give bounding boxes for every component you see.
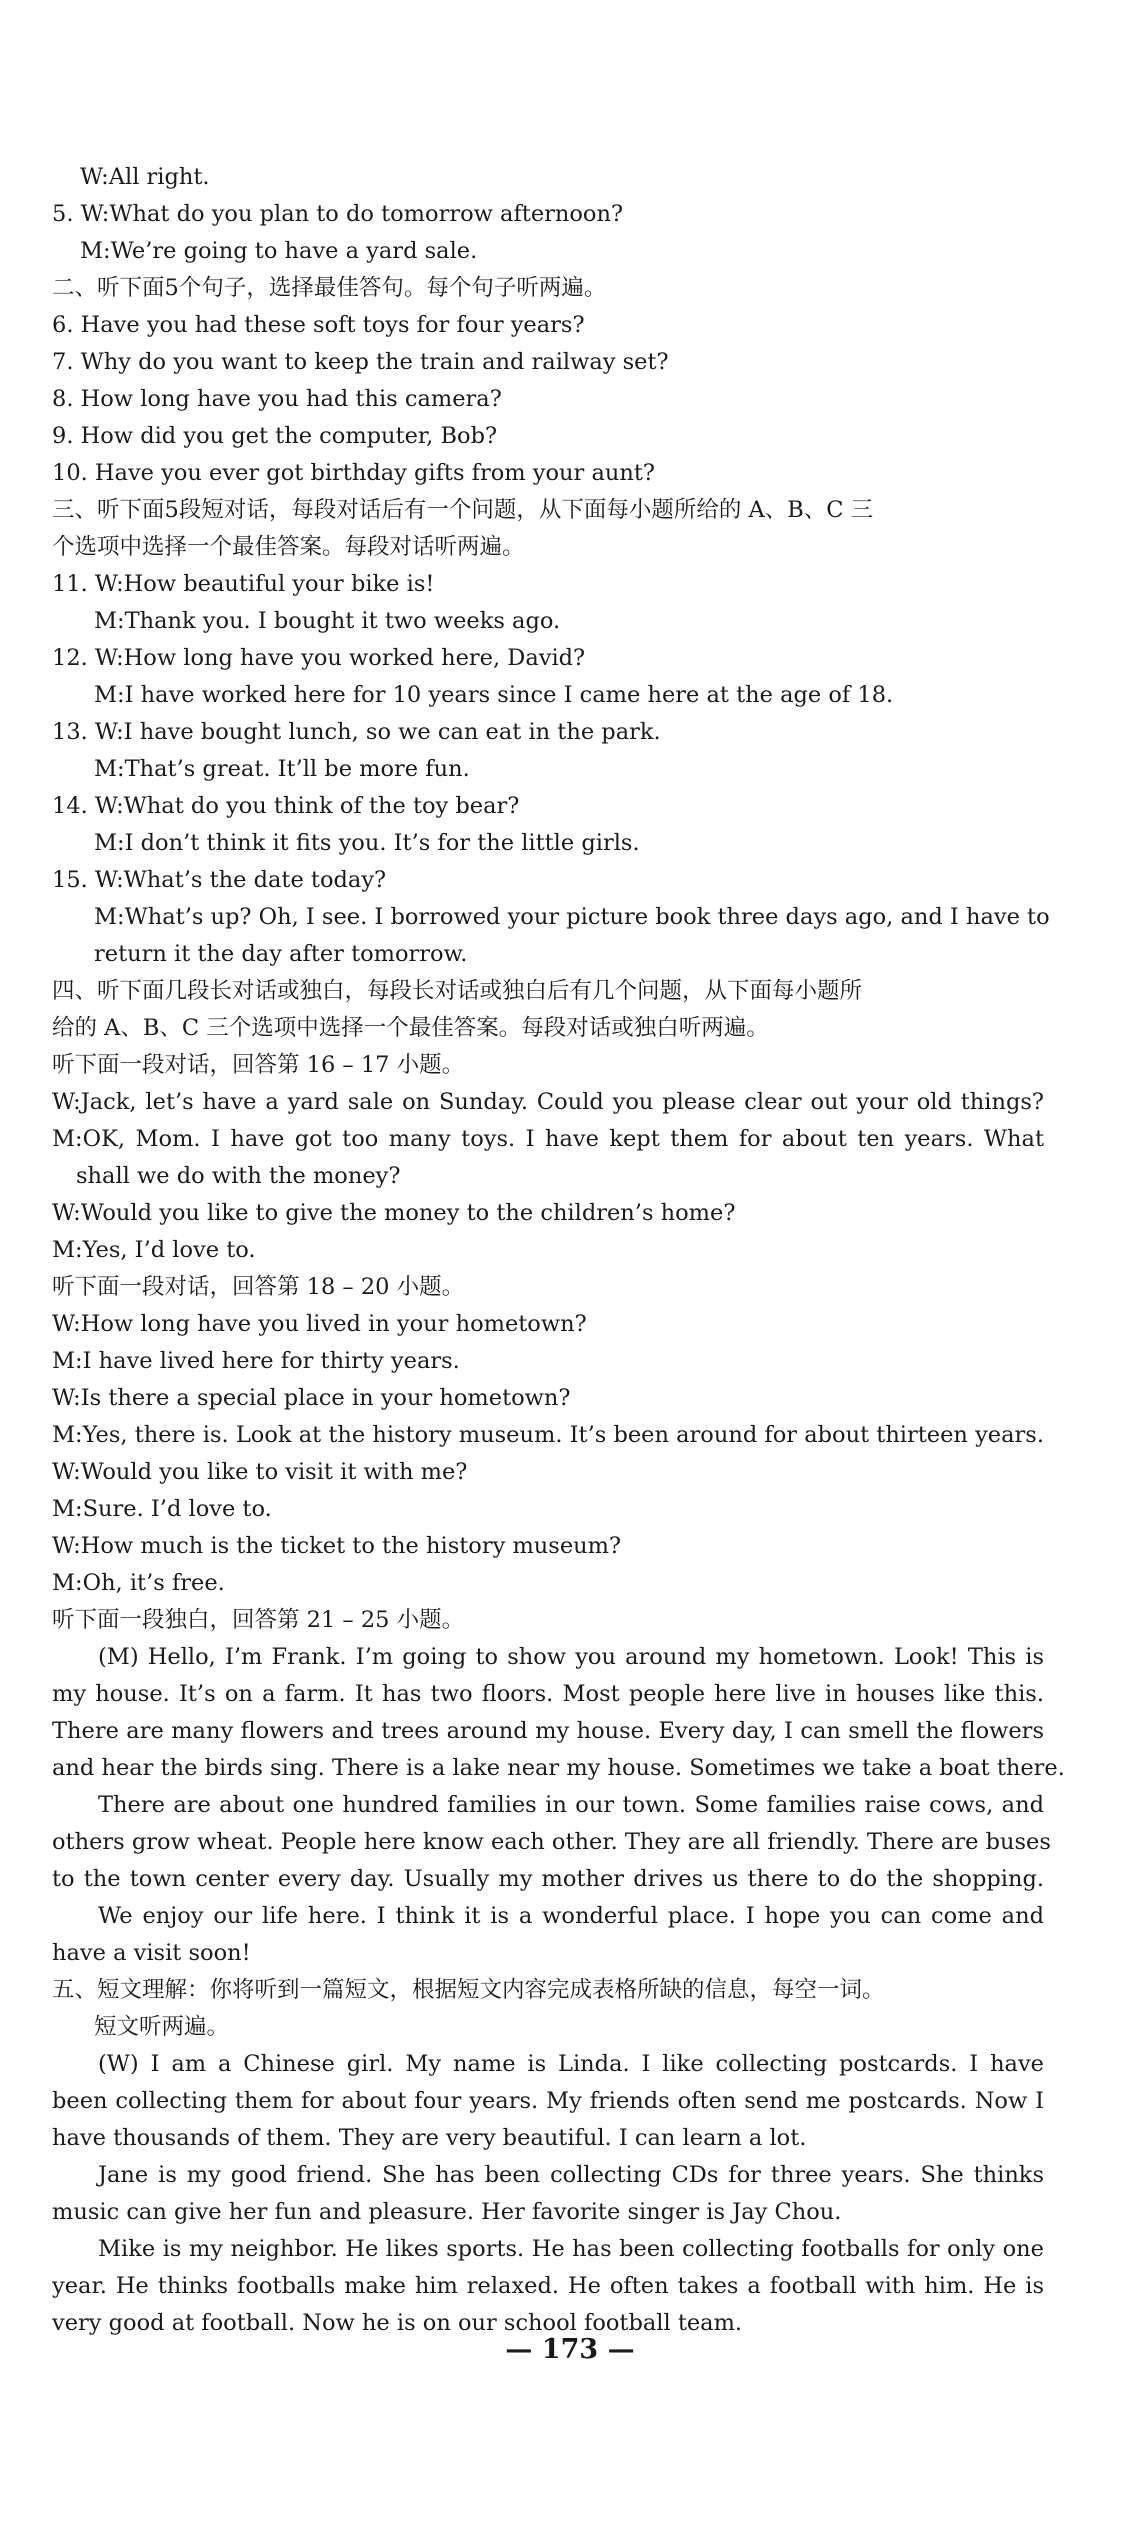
text-line: 5. W:What do you plan to do tomorrow afternoon? <box>52 201 624 227</box>
sub-heading: 听下面一段独白，回答第 21 – 25 小题。 <box>52 1607 465 1633</box>
text-line: M:What’s up? Oh, I see. I borrowed your picture book three days ago, and I have to <box>94 904 1050 930</box>
section-heading: 个选项中选择一个最佳答案。每段对话听两遍。 <box>52 534 525 560</box>
text-line: my house. It’s on a farm. It has two floors. Most people here live in houses like this. <box>52 1681 1044 1707</box>
section-heading: 短文听两遍。 <box>94 2014 230 2040</box>
text-line: There are about one hundred families in our town. Some families raise cows, and <box>98 1792 1044 1818</box>
text-line: 10. Have you ever got birthday gifts from your aunt? <box>52 460 655 486</box>
text-line: There are many flowers and trees around my house. Every day, I can smell the flowers <box>52 1718 1044 1744</box>
text-line: others grow wheat. People here know each other. They are all friendly. There are buses <box>52 1829 1051 1855</box>
text-line: We enjoy our life here. I think it is a wonderful place. I hope you can come and <box>98 1903 1044 1929</box>
text-line: 14. W:What do you think of the toy bear? <box>52 793 520 819</box>
text-line: to the town center every day. Usually my mother drives us there to do the shopping. <box>52 1866 1044 1892</box>
text-line: 12. W:How long have you worked here, David? <box>52 645 586 671</box>
text-line: M:Yes, I’d love to. <box>52 1237 256 1263</box>
text-line: M:I have lived here for thirty years. <box>52 1348 460 1374</box>
text-line: W:Would you like to visit it with me? <box>52 1459 468 1485</box>
text-line: M:Oh, it’s free. <box>52 1570 225 1596</box>
text-line: 6. Have you had these soft toys for four years? <box>52 312 585 338</box>
text-line: W:Is there a special place in your hometown? <box>52 1385 571 1411</box>
text-line: (M) Hello, I’m Frank. I’m going to show you around my hometown. Look! This is <box>98 1644 1044 1670</box>
text-line: W:How long have you lived in your hometown? <box>52 1311 587 1337</box>
section-heading: 五、短文理解：你将听到一篇短文，根据短文内容完成表格所缺的信息，每空一词。 <box>52 1977 885 2003</box>
sub-heading: 听下面一段对话，回答第 18 – 20 小题。 <box>52 1274 465 1300</box>
text-line: W:Would you like to give the money to the children’s home? <box>52 1200 736 1226</box>
section-heading: 四、听下面几段长对话或独白，每段长对话或独白后有几个问题，从下面每小题所 <box>52 978 863 1004</box>
text-line: W:All right. <box>80 164 210 190</box>
text-line: return it the day after tomorrow. <box>94 941 468 967</box>
text-line: have a visit soon! <box>52 1940 251 1966</box>
text-line: M:Thank you. I bought it two weeks ago. <box>94 608 561 634</box>
text-line: M:That’s great. It’ll be more fun. <box>94 756 470 782</box>
text-line: been collecting them for about four years. My friends often send me postcards. Now I <box>52 2088 1044 2114</box>
text-line: have thousands of them. They are very beautiful. I can learn a lot. <box>52 2125 807 2151</box>
text-line: very good at football. Now he is on our school football team. <box>52 2310 743 2336</box>
text-line: M:I don’t think it fits you. It’s for the little girls. <box>94 830 640 856</box>
text-line: Jane is my good friend. She has been collecting CDs for three years. She thinks <box>98 2162 1044 2188</box>
text-line: 11. W:How beautiful your bike is! <box>52 571 435 597</box>
text-line: year. He thinks footballs make him relaxed. He often takes a football with him. He is <box>52 2273 1044 2299</box>
text-line: M:OK, Mom. I have got too many toys. I have kept them for about ten years. What <box>52 1126 1044 1152</box>
text-line: M:I have worked here for 10 years since I came here at the age of 18. <box>94 682 894 708</box>
text-line: W:Jack, let’s have a yard sale on Sunday. Could you please clear out your old things? <box>52 1089 1044 1115</box>
section-heading: 给的 A、B、C 三个选项中选择一个最佳答案。每段对话或独白听两遍。 <box>52 1015 769 1041</box>
text-line: M:Yes, there is. Look at the history museum. It’s been around for about thirteen years. <box>52 1422 1044 1448</box>
text-line: W:How much is the ticket to the history museum? <box>52 1533 622 1559</box>
text-line: M:Sure. I’d love to. <box>52 1496 272 1522</box>
text-line: M:We’re going to have a yard sale. <box>80 238 478 264</box>
page-number: — 173 — <box>505 2334 635 2365</box>
text-line: (W) I am a Chinese girl. My name is Linda. I like collecting postcards. I have <box>98 2051 1044 2077</box>
section-heading: 三、听下面5段短对话，每段对话后有一个问题，从下面每小题所给的 A、B、C 三 <box>52 497 874 523</box>
text-line: music can give her fun and pleasure. Her favorite singer is Jay Chou. <box>52 2199 842 2225</box>
text-line: shall we do with the money? <box>76 1163 401 1189</box>
text-line: Mike is my neighbor. He likes sports. He has been collecting footballs for only one <box>98 2236 1044 2262</box>
text-line: 7. Why do you want to keep the train and railway set? <box>52 349 669 375</box>
text-line: 9. How did you get the computer, Bob? <box>52 423 498 449</box>
text-line: and hear the birds sing. There is a lake near my house. Sometimes we take a boat there. <box>52 1755 1065 1781</box>
text-line: 13. W:I have bought lunch, so we can eat in the park. <box>52 719 661 745</box>
section-heading: 二、听下面5个句子，选择最佳答句。每个句子听两遍。 <box>52 275 607 301</box>
sub-heading: 听下面一段对话，回答第 16 – 17 小题。 <box>52 1052 465 1078</box>
text-line: 15. W:What’s the date today? <box>52 867 387 893</box>
text-line: 8. How long have you had this camera? <box>52 386 502 412</box>
